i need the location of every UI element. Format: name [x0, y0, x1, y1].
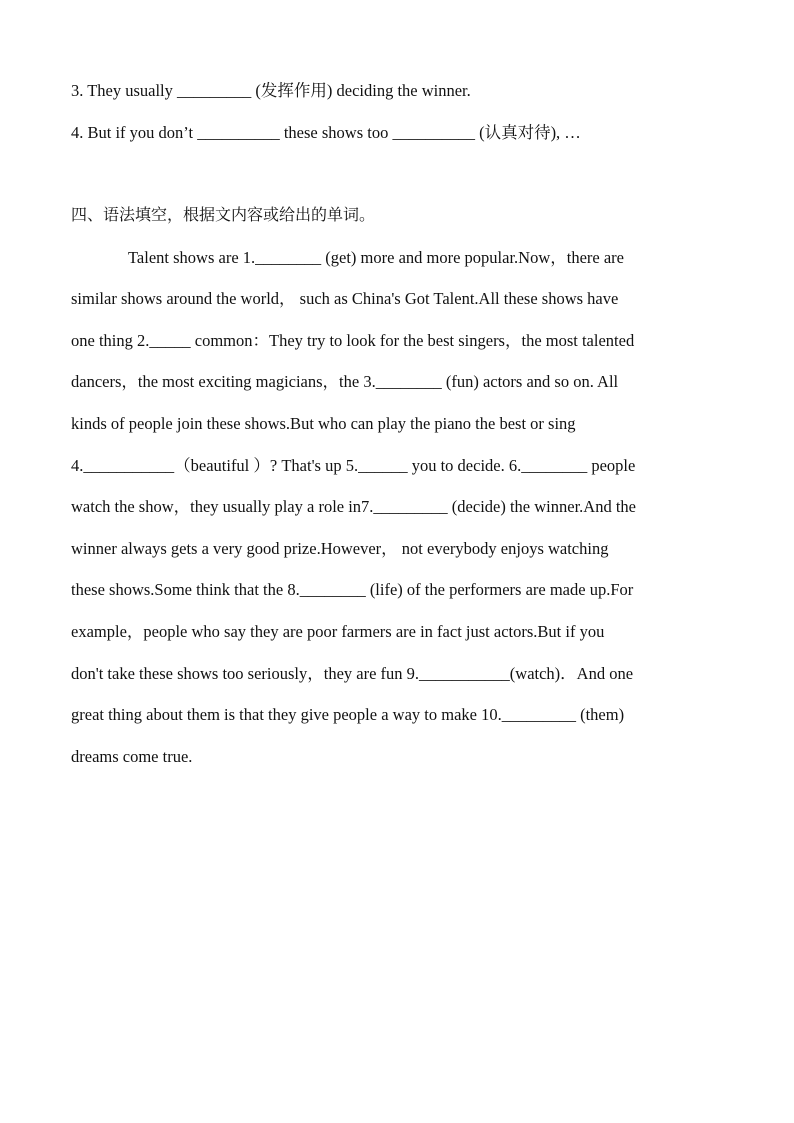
passage-line: 4.___________（beautiful ）? That's up 5.______ you to decide. 6.________ people — [71, 456, 636, 475]
passage-line: dancers，the most exciting magicians，the 3.________ (fun) actors and so on. All — [71, 372, 619, 391]
passage-line: one thing 2._____ common：They try to look for the best singers，the most talented — [71, 331, 635, 350]
question-3: 3. They usually _________ (发挥作用) deciding the winner. — [71, 81, 471, 100]
passage-line: example，people who say they are poor farmers are in fact just actors.But if you — [71, 622, 605, 641]
passage-line: kinds of people join these shows.But who can play the piano the best or sing — [71, 414, 576, 433]
passage-line: dreams come true. — [71, 747, 193, 766]
section-title: 四、语法填空，根据文内容或给出的单词。 — [71, 205, 376, 224]
passage-line: these shows.Some think that the 8.________ (life) of the performers are made up.For — [71, 580, 634, 599]
passage-line: winner always gets a very good prize.However， not everybody enjoys watching — [71, 539, 609, 558]
passage-line: similar shows around the world， such as China's Got Talent.All these shows have — [71, 289, 619, 308]
passage-line: Talent shows are 1.________ (get) more and more popular.Now，there are — [128, 248, 624, 267]
passage-line: great thing about them is that they give people a way to make 10._________ (them) — [71, 705, 625, 724]
passage-line: don't take these shows too seriously，they are fun 9.___________(watch)．And one — [71, 664, 634, 683]
passage-line: watch the show，they usually play a role in7._________ (decide) the winner.And the — [71, 497, 636, 516]
question-4: 4. But if you don’t __________ these shows too __________ (认真对待), … — [71, 123, 581, 142]
